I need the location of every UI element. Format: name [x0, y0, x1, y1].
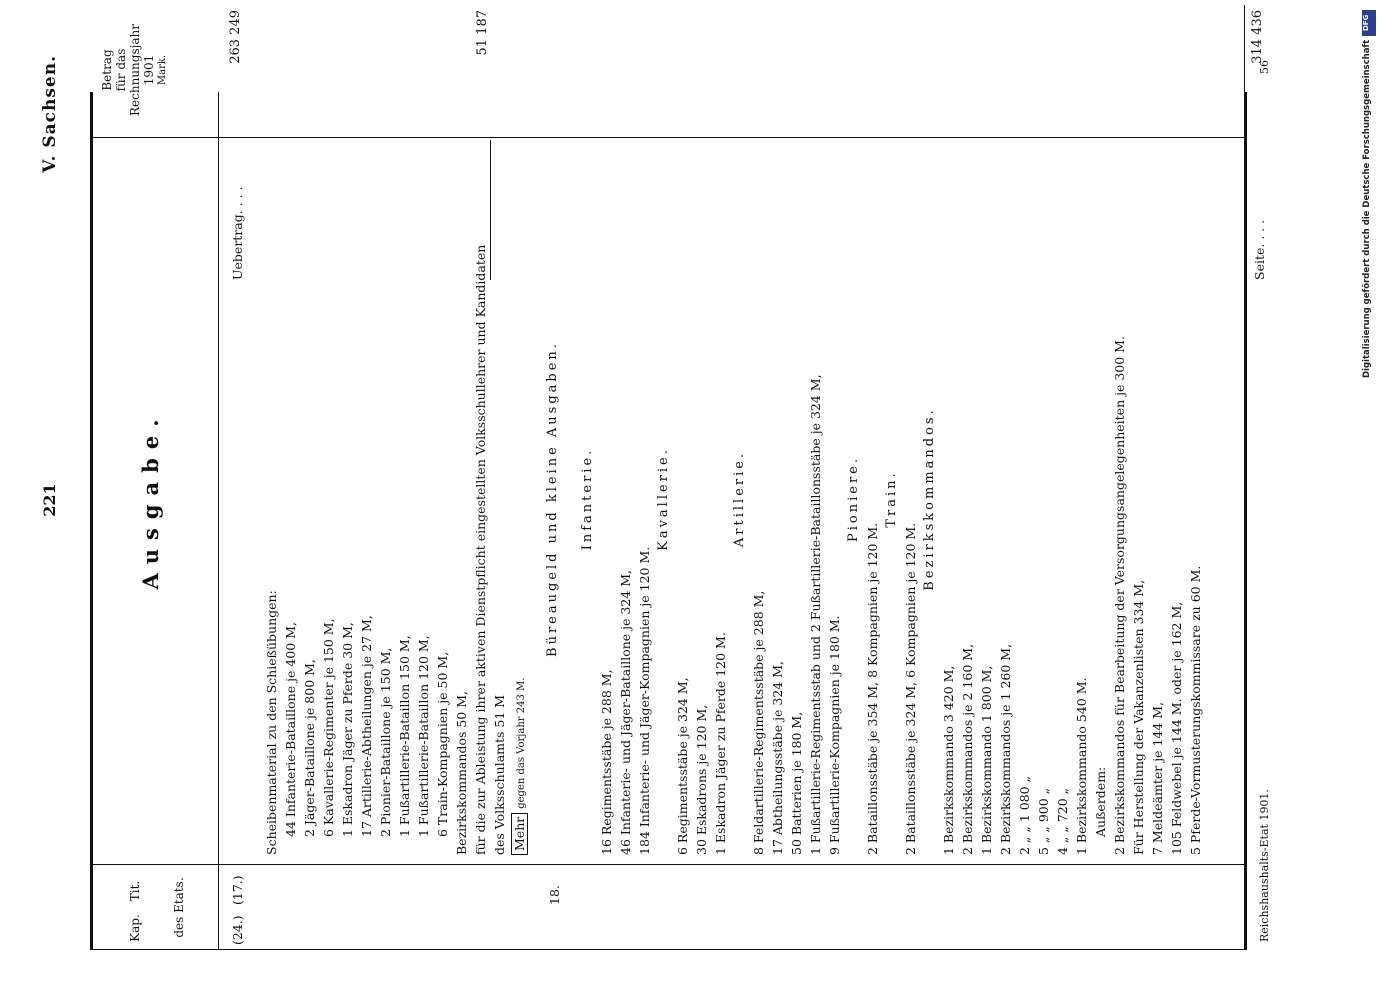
group-heading: Train. [884, 470, 899, 528]
group-line: 9 Fußartillerie-Kompagnien je 180 M. [827, 615, 842, 855]
list-item: 2 Pionier-Bataillone je 150 M, [378, 647, 393, 837]
table-header-rule [218, 92, 219, 950]
group-line: 17 Abtheilungsstäbe je 324 M, [770, 660, 785, 855]
page-number: 221 [40, 483, 59, 517]
seite-amount: 314 436 [1250, 10, 1265, 64]
dfg-credit-text: Digitalisierung gefördert durch die Deutsche Forschungsgemeinschaft [1362, 40, 1372, 379]
subtotal-rule [490, 140, 491, 280]
group-heading: Pioniere. [846, 456, 861, 542]
tit-header: Tit. [128, 880, 142, 902]
list-item: Scheibenmaterial zu den Schießübungen: [264, 590, 279, 855]
betrag-header [100, 10, 170, 130]
list-item: für die zur Ableistung ihrer aktiven Dienstpflicht eingestellten Volksschullehrer und Kandidaten [473, 244, 488, 855]
seite-label: Seite. . . . [1252, 219, 1267, 280]
group-line: 2 Bataillonsstäbe je 324 M, 6 Kompagnien je 120 M. [903, 522, 918, 855]
ausserdem-heading: Außerdem: [1093, 766, 1108, 837]
list-item: 1 Fußartillerie-Bataillon 120 M, [416, 635, 431, 837]
mehr-box: Mehr [511, 813, 528, 855]
group-heading: Kavallerie. [656, 447, 671, 551]
list-item: 2 Jäger-Bataillone je 800 M, [302, 659, 317, 837]
section-18-title: Büreaugeld und kleine Ausgaben. [545, 341, 560, 657]
group-heading: Infanterie. [580, 447, 595, 551]
list-item: Bezirkskommandos 50 M, [454, 690, 469, 855]
list-item: des Volksschulamts 51 M [492, 694, 507, 855]
ausserdem-line: 105 Feldwebel je 144 M. oder je 162 M, [1169, 601, 1184, 855]
uebertrag-amount: 263 249 [228, 10, 243, 64]
group-line: 50 Batterien je 180 M, [789, 711, 804, 855]
ausserdem-line: 2 Bezirkskommandos für Bearbeitung der Versorgungsangelegenheiten je 300 M. [1112, 336, 1127, 855]
group-line: 184 Infanterie- und Jäger-Kompagnien je 120 M. [637, 546, 652, 855]
list-item: 1 Fußartillerie-Bataillon 150 M, [397, 635, 412, 837]
group-line: 30 Eskadrons je 120 M, [694, 704, 709, 855]
group-line: 1 Bezirkskommando 1 800 M, [979, 665, 994, 855]
group-line: 2 Bataillonsstäbe je 354 M, 8 Kompagnien je 120 M. [865, 522, 880, 855]
group-line: 2 Bezirkskommandos je 2 160 M, [960, 643, 975, 855]
column-divider-text-amount [90, 137, 1245, 138]
group-line: 1 Bezirkskommando 3 420 M, [941, 665, 956, 855]
ausserdem-line: 7 Meldeämter je 144 M, [1150, 701, 1165, 855]
table-top-rule [90, 92, 93, 950]
column-divider-kap-tit [90, 864, 1245, 865]
uebertrag-label: Uebertrag. . . . [230, 186, 245, 280]
dfg-ribbon [1362, 10, 1376, 1000]
list-item: 6 Kavallerie-Regimenter je 150 M, [321, 618, 336, 837]
kap-header: Kap. [128, 914, 142, 942]
betrag-header-line: für das [114, 48, 128, 92]
tit-18: 18. [547, 885, 562, 905]
table-bottom-rule [1244, 92, 1247, 950]
kap-reference: (24.) [230, 915, 245, 945]
ausserdem-line: Für Herstellung der Vakanzenlisten 334 M, [1131, 579, 1146, 855]
group-line: 2 „ „ 1 080 „ [1017, 775, 1032, 855]
group-line: 2 Bezirkskommandos je 1 260 M, [998, 643, 1013, 855]
group-line: 1 Fußartillerie-Regimentsstab und 2 Fußartillerie-Bataillonsstäbe je 324 M, [808, 374, 823, 855]
group-line: 1 Bezirkskommando 540 M. [1074, 677, 1089, 855]
state-heading: V. Sachsen. [40, 55, 60, 173]
group-line: 16 Regimentsstäbe je 288 M, [599, 669, 614, 855]
group-line: 8 Feldartillerie-Regimentsstäbe je 288 M, [751, 590, 766, 855]
groups-block [578, 143, 1205, 855]
list-item: 44 Infanterie-Bataillone je 400 M, [283, 622, 298, 837]
footer-source: Reichshaushalts-Etat 1901. [1258, 789, 1271, 942]
group-heading: Artillerie. [732, 450, 747, 548]
block1-amount: 51 187 [475, 10, 490, 56]
group-line: 4 „ „ 720 „ [1055, 787, 1070, 855]
des-etats-header: des Etats. [172, 877, 186, 938]
document-title: Ausgabe. [138, 410, 163, 590]
betrag-header-line: Mark. [157, 54, 168, 86]
tit-reference: (17.) [230, 875, 245, 905]
dfg-logo-icon: DFG [1362, 10, 1376, 36]
group-line: 5 „ „ 900 „ [1036, 787, 1051, 855]
mehr-note-text: gegen das Vorjahr 243 M. [516, 677, 527, 809]
scheibenmaterial-block [262, 245, 509, 855]
list-item: 1 Eskadron Jäger zu Pferde 30 M, [340, 622, 355, 837]
betrag-header-line: Rechnungsjahr [128, 24, 142, 116]
ausserdem-line: 5 Pferde-Vormusterungskommissare zu 60 M. [1188, 565, 1203, 855]
group-line: 1 Eskadron Jäger zu Pferde 120 M. [713, 632, 728, 855]
group-line: 6 Regimentsstäbe je 324 M, [675, 677, 690, 855]
group-heading: Bezirkskommandos. [922, 407, 937, 591]
list-item: 17 Artillerie-Abtheilungen je 27 M, [359, 615, 374, 837]
list-item: 6 Train-Kompagnien je 50 M, [435, 651, 450, 837]
footer-sheet-number: 56 [1258, 60, 1271, 74]
betrag-header-line: 1901 [142, 54, 156, 86]
group-line: 46 Infanterie- und Jäger-Bataillone je 324 M, [618, 569, 633, 855]
table-left-rule [90, 949, 1245, 950]
betrag-header-line: Betrag [100, 49, 114, 91]
mehr-note [510, 678, 531, 855]
